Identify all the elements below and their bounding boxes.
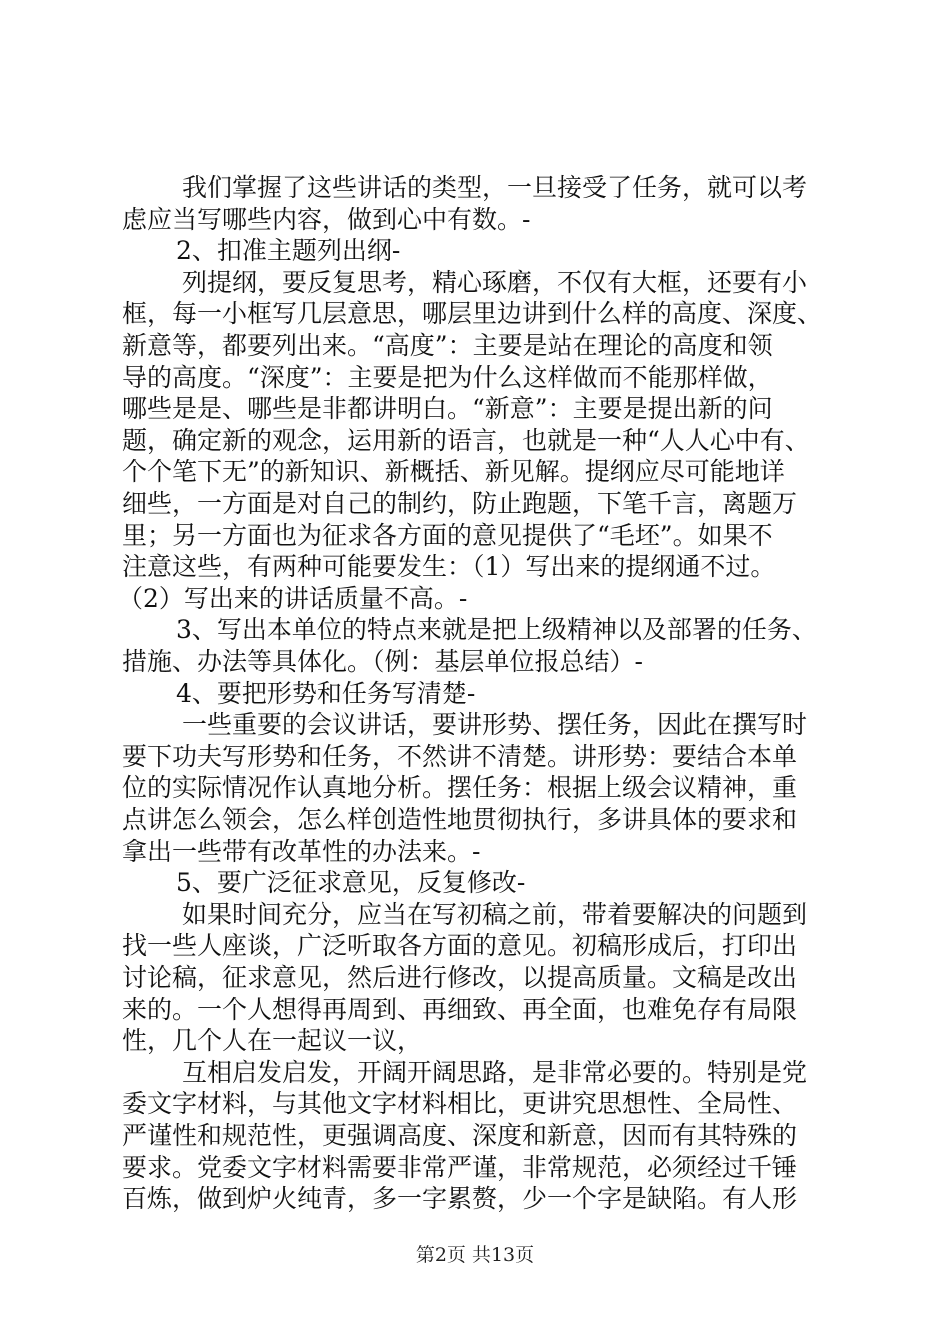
text-line: 要下功夫写形势和任务，不然讲不清楚。讲形势：要结合本单 (122, 741, 798, 771)
text-line: 措施、办法等具体化。（例：基层单位报总结）- (122, 647, 643, 676)
text-line: 互相启发启发，开阔开阔思路，是非常必要的。特别是党 (182, 1057, 808, 1087)
text-line: 4、要把形势和任务写清楚- (176, 678, 476, 708)
text-line: 2、扣准主题列出纲- (176, 236, 401, 266)
text-line: 点讲怎么领会，怎么样创造性地贯彻执行，多讲具体的要求和 (122, 805, 798, 834)
text-line: （2）写出来的讲话质量不高。- (118, 583, 468, 613)
text-line: 细些，一方面是对自己的制约，防止跑题，下笔千言，离题万 (122, 489, 798, 518)
text-line: 拿出一些带有改革性的办法来。- (122, 836, 481, 866)
text-line: 讨论稿，征求意见，然后进行修改，以提高质量。文稿是改出 (122, 963, 798, 992)
text-line: 题，确定新的观念，运用新的语言，也就是一种“人人心中有、 (122, 425, 810, 455)
text-line: 3、写出本单位的特点来就是把上级精神以及部署的任务、 (176, 615, 817, 645)
text-line: 个个笔下无”的新知识、新概括、新见解。提纲应尽可能地详 (122, 457, 785, 487)
text-line: 位的实际情况作认真地分析。摆任务：根据上级会议精神，重 (122, 773, 798, 803)
text-line: 严谨性和规范性，更强调高度、深度和新意，因而有其特殊的 (122, 1121, 798, 1150)
text-line: 5、要广泛征求意见，反复修改- (176, 868, 526, 898)
text-line: 我们掌握了这些讲话的类型，一旦接受了任务，就可以考 (182, 173, 808, 202)
text-line: 导的高度。“深度”：主要是把为什么这样做而不能那样做， (122, 362, 773, 392)
text-line: 来的。一个人想得再周到、再细致、再全面，也难免存有局限 (122, 994, 798, 1024)
text-line: 如果时间充分，应当在写初稿之前，带着要解决的问题到 (182, 899, 808, 929)
text-line: 委文字材料，与其他文字材料相比，更讲究思想性、全局性、 (122, 1089, 798, 1119)
text-line: 里；另一方面也为征求各方面的意见提供了“毛坯”。如果不 (122, 520, 773, 550)
text-line: 性，几个人在一起议一议， (122, 1026, 423, 1056)
text-line: 哪些是是、哪些是非都讲明白。“新意”：主要是提出新的问 (122, 394, 773, 424)
text-line: 找一些人座谈，广泛听取各方面的意见。初稿形成后，打印出 (122, 931, 798, 961)
text-line: 百炼，做到炉火纯青，多一字累赘，少一个字是缺陷。有人形 (122, 1184, 798, 1214)
text-line: 注意这些，有两种可能要发生：（1）写出来的提纲通不过。 (122, 552, 776, 582)
text-line: 一些重要的会议讲话，要讲形势、摆任务，因此在撰写时 (182, 710, 808, 740)
text-line: 框，每一小框写几层意思，哪层里边讲到什么样的高度、深度、 (122, 299, 823, 329)
page-number: 第2页 共13页 (415, 1244, 535, 1266)
text-line: 新意等，都要列出来。“高度”：主要是站在理论的高度和领 (122, 331, 773, 360)
text-line: 虑应当写哪些内容，做到心中有数。- (122, 204, 531, 234)
text-line: 要求。党委文字材料需要非常严谨，非常规范，必须经过千锤 (122, 1152, 798, 1182)
text-line: 列提纲，要反复思考，精心琢磨，不仅有大框，还要有小 (182, 267, 808, 297)
